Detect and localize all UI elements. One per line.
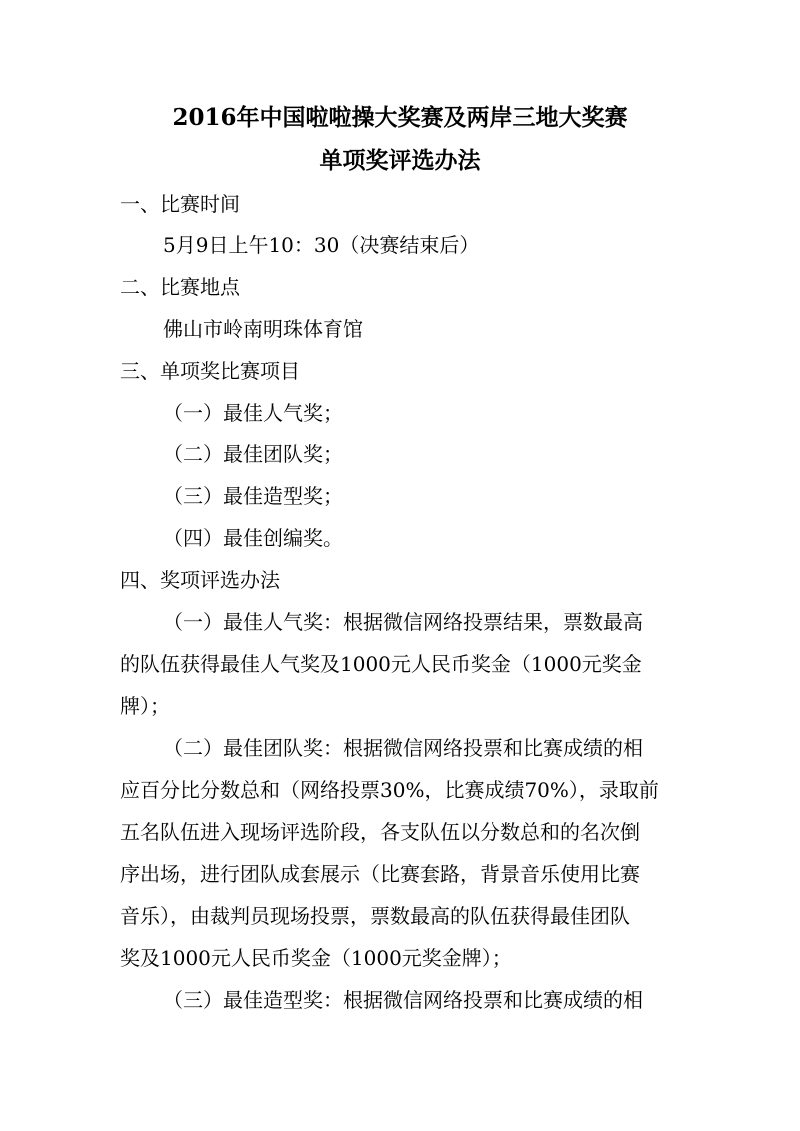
paragraph-popularity-line1: （一）最佳人气奖：根据微信网络投票结果，票数最高 [163, 610, 643, 634]
paragraph-popularity-line3: 牌）； [120, 694, 170, 718]
paragraph-team-line3: 五名队伍进入现场评选阶段，各支队伍以分数总和的名次倒 [120, 820, 640, 844]
section-text-venue: 佛山市岭南明珠体育馆 [163, 317, 363, 341]
award-item-2: （二）最佳团队奖； [163, 442, 343, 466]
paragraph-team-line4: 序出场，进行团队成套展示（比赛套路，背景音乐使用比赛 [120, 862, 640, 886]
section-heading-venue: 二、比赛地点 [120, 275, 240, 299]
section-heading-methods: 四、奖项评选办法 [120, 568, 280, 592]
section-text-time: 5月9日上午10：30（决赛结束后） [163, 233, 480, 257]
paragraph-team-line2: 应百分比分数总和（网络投票30%，比赛成绩70%），录取前 [120, 778, 659, 802]
document-title-line2: 单项奖评选办法 [319, 147, 481, 174]
award-item-4: （四）最佳创编奖。 [163, 526, 343, 550]
paragraph-team-line1: （二）最佳团队奖：根据微信网络投票和比赛成绩的相 [163, 736, 643, 760]
paragraph-team-line5: 音乐），由裁判员现场投票，票数最高的队伍获得最佳团队 [120, 904, 630, 928]
section-heading-items: 三、单项奖比赛项目 [120, 359, 300, 383]
paragraph-team-line6: 奖及1000元人民币奖金（1000元奖金牌）； [120, 946, 512, 970]
section-heading-time: 一、比赛时间 [120, 192, 240, 216]
paragraph-styling-line1: （三）最佳造型奖：根据微信网络投票和比赛成绩的相 [163, 988, 643, 1012]
paragraph-popularity-line2: 的队伍获得最佳人气奖及1000元人民币奖金（1000元奖金 [120, 652, 642, 676]
award-item-1: （一）最佳人气奖； [163, 401, 343, 425]
award-item-3: （三）最佳造型奖； [163, 484, 343, 508]
document-title-line1: 2016年中国啦啦操大奖赛及两岸三地大奖赛 [172, 104, 628, 131]
